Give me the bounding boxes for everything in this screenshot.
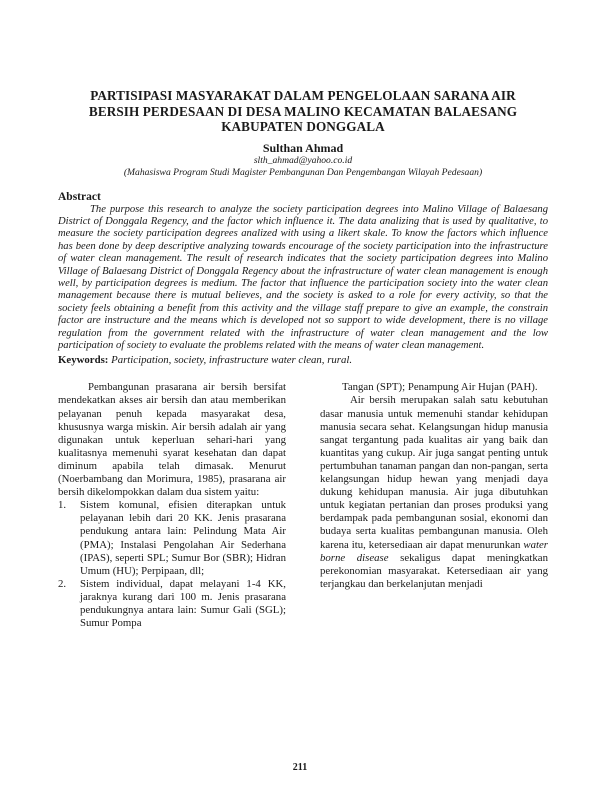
list-number: 2. [58,577,67,590]
title-line: BERSIH PERDESAAN DI DESA MALINO KECAMATAN BALAESANG [88,103,518,119]
author-name: Sulthan Ahmad [262,140,344,155]
author-affiliation: (Mahasiswa Program Studi Magister Pembangunan Dan Pengembangan Wilayah Pedesaan) [123,166,483,178]
keywords-text: Participation, society, infrastructure water clean, rural. [111,354,353,367]
list-number: 1. [58,499,67,512]
keywords-label: Keywords: [58,354,109,367]
paper-title [58,88,548,135]
keywords [58,354,548,367]
abstract-text: The purpose this research to analyze the society participation degrees into Malino Village of Balaesang District of Donggala Regency, and the factor which influence it. The data analizing that is used by qualitative, to measure the society participation degrees analized with using a likert skale. To know the factors which influence has been done by deep descriptive analyzing towards encourage of the society participation into the infrastructure of water clean management. The result of research indicates that the society participation degrees into Malino Village of Balaesang District of Donggala Regency about the infrastructure of water clean management is enough well, by participation degrees is medium. The factor that influence the participation society into the water clean management because there is mutual believes, and the society is asked to a role for every activity, so that the society feels obtaining a benefit from this activity and the village staff prepare to give an example, the constrain factor are instructure and the means which is developed not so support to wide development, there is no village regulation from the government related with the infrastructure of water clean management and the low participation of society to evaluate the problems related with the means of water clean management. [58,203,548,351]
paragraph-text-end: sekaligus dapat meningkatkan perekonomian masyarakat. Ketersediaan air yang terjangkau dan berkelanjutan menjadi [320,551,548,590]
body-columns [58,381,548,630]
list-item [58,578,286,630]
title-line: PARTISIPASI MASYARAKAT DALAM PENGELOLAAN SARANA AIR [90,88,516,103]
list-item [58,499,286,578]
right-column [320,381,548,630]
paragraph-text-start: Air bersih merupakan salah satu kebutuhan dasar manusia untuk memenuhi standar kehidupan manusia secara sehat. Kelangsungan hidup manusia sangat tergantung pada kualitas air yang baik dan kuantitas yang cukup. Air juga sangat penting untuk pertumbuhan tanaman pangan dan non-pangan, serta kelangsungan hidup hewan yang menjadi daya dukung kehidupan manusia. Air juga dibutuhkan untuk kegiatan pertanian dan proses produksi yang berdampak pada pembangunan sosial, ekonomi dan budaya serta kualitas pembangunan manusia. Oleh karena itu, ketersediaan air dapat menurunkan [320,394,548,551]
list-text: Sistem individual, dapat melayani 1-4 KK, jaraknya kurang dari 100 m. Jenis prasarana pendukungnya antara lain: Sumur Gali (SGL); Sumur Pompa [80,577,286,630]
list-continuation: Tangan (SPT); Penampung Air Hujan (PAH). [342,381,538,394]
abstract-heading: Abstract [58,190,101,203]
left-column [58,381,286,630]
author-email: slth_ahmad@yahoo.co.id [253,154,353,166]
intro-paragraph: Pembangunan prasarana air bersih bersifat mendekatkan akses air bersih dan atau memberikan pelayanan penuh kepada masyarakat desa, khususnya warga miskin. Air bersih adalah air yang digunakan untuk keperluan sehari-hari yang kualitasnya memenuhi syarat kesehatan dan dapat diminum apabila telah dimasak. Menurut (Noerbambang dan Morimura, 1985), prasarana air bersih dikelompokkan dalam dua sistem yaitu: [58,381,286,499]
systems-list [58,499,286,630]
list-text: Sistem komunal, efisien diterapkan untuk pelayanan lebih dari 20 KK. Jenis prasarana pendukung antara lain: Pelindung Mata Air (PMA); Instalasi Pengolahan Air Sederhana (IPAS), seperti SPL; Sumur Bor (SBR); Hidran Umum (HU); Perpipaan, dll; [80,499,286,577]
body-paragraph [320,394,548,590]
title-line: KABUPATEN DONGGALA [221,119,385,134]
page-number: 211 [292,762,308,773]
paragraph-italic-term: water borne disease [320,538,548,564]
